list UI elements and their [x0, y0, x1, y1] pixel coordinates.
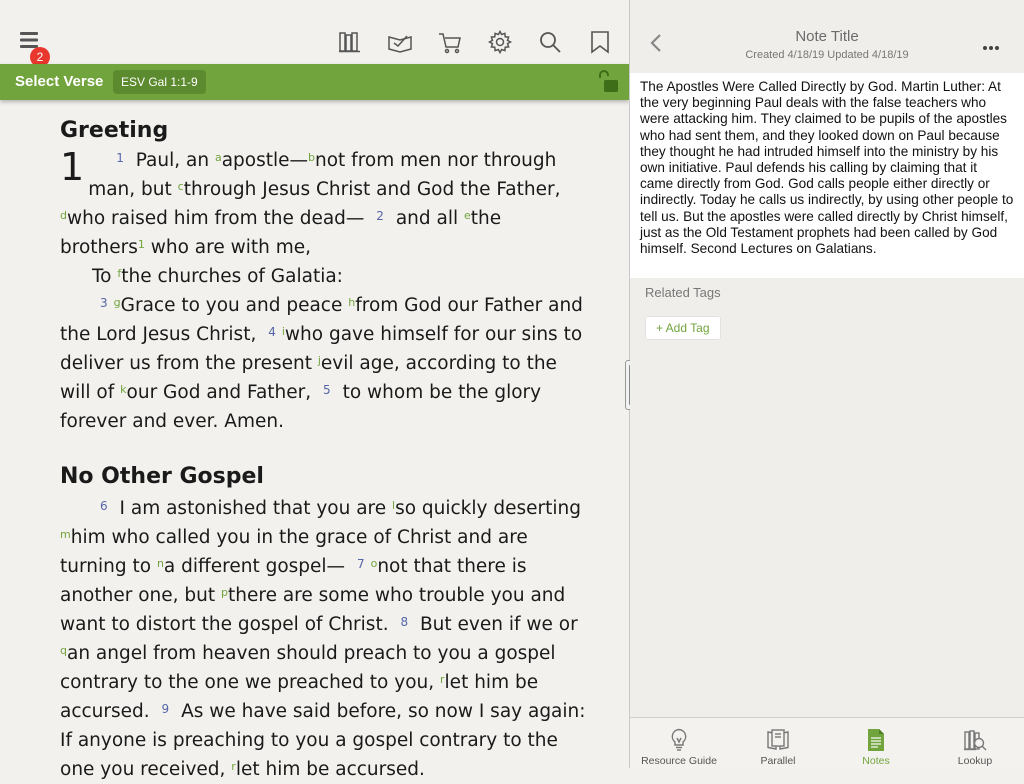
more-options-button[interactable]: [982, 38, 1000, 44]
verse-selection-bar: [0, 64, 629, 100]
note-body-editor[interactable]: The Apostles Were Called Directly by God. Martin Luther: At the very beginning Paul deals with the false teachers who were attacking him. They claimed to be pupils of the apostles who had sent them, and they looked down on Paul because they thought he had intruded himself into the ministry by his own initiative. Paul defends his calling by claiming that it came directly from God. God calls people either directly or indirectly. Today he calls us indirectly, by using other people to tell us. But the apostles were called directly by Christ himself, just as the Old Testament prophets had been called by God himself. Second Lectures on Galatians.: [630, 73, 1024, 278]
search-button[interactable]: [538, 30, 562, 54]
verse-number[interactable]: 9: [161, 702, 170, 716]
add-tag-button[interactable]: + Add Tag: [645, 316, 721, 340]
cross-reference[interactable]: g: [113, 296, 121, 309]
cross-reference[interactable]: l: [392, 499, 396, 512]
verse-text[interactable]: As we have said before, so now I say again: If anyone is preaching to you a gospel contrary to the one you received,: [60, 701, 586, 780]
cross-reference[interactable]: r: [231, 760, 236, 773]
verse-text[interactable]: an angel from heaven should preach to you a gospel contrary to the one we preached to you,: [60, 643, 556, 693]
verse-text[interactable]: from God our Father and the Lord Jesus Christ,: [60, 295, 583, 345]
chapter-number: 1: [60, 145, 85, 189]
cross-reference[interactable]: i: [281, 325, 285, 338]
verse-text[interactable]: let him be accursed.: [60, 672, 539, 722]
settings-button[interactable]: [488, 30, 512, 54]
verse-block-4: [60, 494, 589, 784]
verse-text[interactable]: our God and Father,: [126, 382, 318, 403]
notification-badge: 2: [30, 47, 50, 67]
verse-number[interactable]: 8: [400, 615, 409, 629]
verse-block-1: [60, 146, 589, 262]
note-header: [630, 20, 1024, 66]
verse-text[interactable]: To: [92, 266, 118, 287]
verse-text[interactable]: the brothers: [60, 208, 502, 258]
tab-resource-guide[interactable]: [630, 718, 728, 769]
tab-label: Resource Guide: [641, 755, 717, 767]
verse-number[interactable]: 1: [116, 151, 124, 165]
bookmark-icon: [588, 30, 612, 54]
verse-text[interactable]: not from men nor through man, but: [88, 150, 557, 200]
lightbulb-icon: [667, 728, 691, 752]
verse-text[interactable]: a different gospel—: [163, 556, 351, 577]
cross-reference[interactable]: r: [440, 673, 445, 686]
tab-label: Lookup: [957, 755, 993, 767]
verse-text[interactable]: evil age, according to the will of: [60, 353, 557, 403]
verse-text[interactable]: Paul, an: [129, 150, 215, 171]
verse-text[interactable]: so quickly deserting: [395, 498, 581, 519]
verse-number[interactable]: 3: [100, 296, 108, 310]
verse-text[interactable]: who are with me,: [144, 237, 312, 258]
main-toolbar: [0, 20, 629, 64]
note-dates: Created 4/18/19 Updated 4/18/19: [745, 49, 909, 61]
cross-reference[interactable]: q: [60, 644, 67, 657]
verse-text[interactable]: let him be accursed.: [235, 759, 425, 780]
verse-text[interactable]: him who called you in the grace of Christ and are turning to: [60, 527, 528, 577]
verse-number[interactable]: 7: [356, 557, 365, 571]
cross-reference[interactable]: m: [60, 528, 71, 541]
tab-parallel[interactable]: [729, 718, 827, 769]
verse-number[interactable]: 2: [376, 209, 384, 223]
verse-text[interactable]: But even if we or: [414, 614, 578, 635]
bookmark-button[interactable]: [588, 30, 612, 54]
lookup-icon: [963, 728, 987, 752]
section-heading: No Other Gospel: [60, 464, 264, 489]
verse-text[interactable]: who raised him from the dead—: [66, 208, 371, 229]
verse-text[interactable]: who gave himself for our sins to deliver us from the present: [60, 324, 583, 374]
verse-text[interactable]: Grace to you and peace: [120, 295, 349, 316]
more-horizontal-icon: [982, 45, 1000, 51]
cross-reference[interactable]: f: [117, 267, 122, 280]
verse-text[interactable]: the churches of Galatia:: [121, 266, 343, 287]
verse-block-2: [60, 262, 589, 291]
cross-reference[interactable]: h: [348, 296, 356, 309]
tab-label: Parallel: [760, 755, 796, 767]
unlock-icon: [595, 70, 619, 94]
verse-number[interactable]: 5: [323, 383, 331, 397]
unlock-button[interactable]: [595, 70, 619, 94]
related-tags-label: Related Tags: [645, 285, 721, 300]
verse-text[interactable]: and all: [389, 208, 465, 229]
cross-reference[interactable]: j: [317, 354, 321, 367]
library-button[interactable]: [338, 30, 362, 54]
verse-text[interactable]: I am astonished that you are: [113, 498, 392, 519]
note-title[interactable]: Note Title: [795, 28, 859, 45]
cross-reference[interactable]: e: [464, 209, 471, 222]
footnote-marker[interactable]: 1: [137, 238, 145, 251]
tab-label: Notes: [862, 755, 890, 767]
verse-number[interactable]: 4: [268, 325, 276, 339]
verse-text[interactable]: to whom be the glory forever and ever. Amen.: [60, 382, 542, 432]
verse-text[interactable]: apostle—: [221, 150, 309, 171]
search-icon: [538, 30, 562, 54]
verse-number[interactable]: 6: [100, 499, 108, 513]
bottom-tab-bar: [630, 717, 1024, 768]
cart-button[interactable]: [438, 30, 462, 54]
cross-reference[interactable]: c: [177, 180, 184, 193]
gear-icon: [488, 30, 512, 54]
verse-text[interactable]: through Jesus Christ and God the Father,: [183, 179, 561, 200]
reference-chip[interactable]: ESV Gal 1:1-9: [113, 70, 206, 94]
cart-icon: [438, 30, 462, 54]
cross-reference[interactable]: n: [156, 557, 164, 570]
library-icon: [338, 30, 362, 54]
cross-reference[interactable]: o: [370, 557, 378, 570]
select-verse-button[interactable]: Select Verse: [15, 73, 104, 90]
cross-reference[interactable]: p: [221, 586, 229, 599]
cross-reference[interactable]: b: [308, 151, 315, 164]
cross-reference[interactable]: d: [60, 209, 67, 222]
books-icon: [766, 728, 790, 752]
cross-reference[interactable]: k: [120, 383, 127, 396]
notes-pane: [630, 0, 1024, 768]
reading-plan-icon: [388, 30, 412, 54]
section-heading: Greeting: [60, 118, 169, 143]
verse-text[interactable]: there are some who trouble you and want to distort the gospel of Christ.: [60, 585, 566, 635]
tab-lookup[interactable]: [926, 718, 1024, 769]
verse-block-3: [60, 291, 589, 436]
cross-reference[interactable]: a: [214, 151, 222, 164]
reading-plan-button[interactable]: [388, 30, 412, 54]
tab-notes[interactable]: [827, 718, 925, 769]
notes-icon: [864, 728, 888, 752]
verse-text[interactable]: not that there is another one, but: [60, 556, 527, 606]
bible-text: [0, 100, 629, 780]
